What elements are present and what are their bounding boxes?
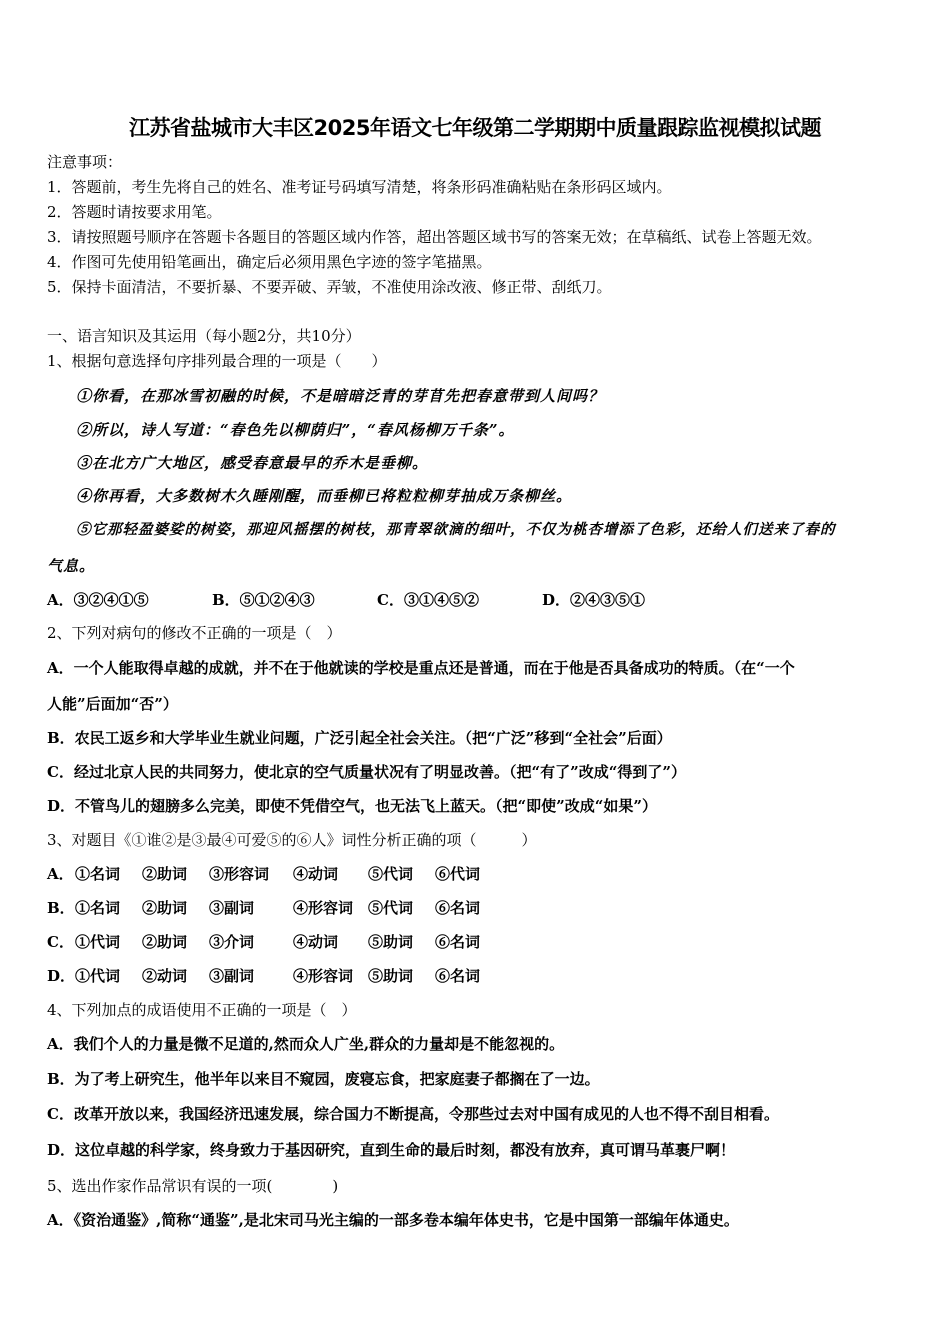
q3-option-label: C． — [47, 933, 74, 951]
notice-heading: 注意事项： — [47, 153, 123, 171]
q2-stem: 2、下列对病句的修改不正确的一项是（ ） — [47, 624, 342, 642]
notice-item-2: 2．答题时请按要求用笔。 — [47, 203, 222, 221]
q3-cell: ①名词 — [75, 865, 121, 883]
q3-cell: ①代词 — [75, 933, 121, 951]
q3-cell: ⑤助词 — [368, 967, 414, 985]
q3-cell: ①名词 — [75, 899, 121, 917]
notice-item-4: 4．作图可先使用铅笔画出，确定后必须用黑色字迹的签字笔描黑。 — [47, 253, 492, 271]
q1-sentence-1: ①你看，在那冰雪初融的时候，不是暗暗泛青的芽苜先把春意带到人间吗？ — [76, 387, 605, 405]
q1-option-c[interactable]: C．③①④⑤② — [377, 591, 479, 609]
q3-cell: ⑥名词 — [435, 933, 481, 951]
q3-cell: ⑥名词 — [435, 899, 481, 917]
q2-option-a[interactable]: A．一个人能取得卓越的成就，并不在于他就读的学校是重点还是普通，而在于他是否具备成功的特质。（在“一个 — [47, 659, 795, 677]
q3-cell: ④动词 — [293, 933, 339, 951]
q4-option-a[interactable]: A．我们个人的力量是微不足道的,然而众人广坐,群众的力量却是不能忽视的。 — [47, 1035, 565, 1053]
q3-option-label: B． — [47, 899, 75, 917]
q4-stem: 4、下列加点的成语使用不正确的一项是（ ） — [47, 1001, 357, 1019]
q3-cell: ⑤助词 — [368, 933, 414, 951]
exam-title: 江苏省盐城市大丰区2025年语文七年级第二学期期中质量跟踪监视模拟试题 — [129, 116, 821, 140]
q4-option-c[interactable]: C．改革开放以来，我国经济迅速发展，综合国力不断提高，令那些过去对中国有成见的人也不得不刮目相看。 — [47, 1105, 779, 1123]
notice-item-1: 1．答题前，考生先将自己的姓名、准考证号码填写清楚，将条形码准确粘贴在条形码区域内。 — [47, 178, 672, 196]
q3-cell: ④形容词 — [293, 899, 354, 917]
q5-stem: 5、选出作家作品常识有误的一项( ) — [47, 1177, 339, 1195]
q3-option-c[interactable] — [47, 932, 502, 952]
q3-cell: ③形容词 — [209, 865, 270, 883]
q3-cell: ⑤代词 — [368, 865, 414, 883]
q4-option-d[interactable]: D．这位卓越的科学家，终身致力于基因研究，直到生命的最后时刻，都没有放弃，真可谓马革裹尸啊！ — [47, 1141, 736, 1159]
q5-option-a[interactable]: A．《资治通鉴》,简称“通鉴”,是北宋司马光主编的一部多卷本编年体史书，它是中国第一部编年体通史。 — [47, 1211, 739, 1229]
q3-cell: ②动词 — [142, 967, 188, 985]
notice-item-3: 3．请按照题号顺序在答题卡各题目的答题区域内作答，超出答题区域书写的答案无效；在草稿纸、试卷上答题无效。 — [47, 228, 822, 246]
q1-option-a[interactable]: A．③②④①⑤ — [47, 591, 149, 609]
q3-option-a[interactable] — [47, 864, 502, 884]
q3-option-label: A． — [47, 865, 74, 883]
q4-option-b[interactable]: B．为了考上研究生，他半年以来目不窥园，废寝忘食，把家庭妻子都搁在了一边。 — [47, 1070, 600, 1088]
q2-option-c[interactable]: C．经过北京人民的共同努力，使北京的空气质量状况有了明显改善。（把“有了”改成“得到了”） — [47, 763, 686, 781]
q1-sentence-2: ②所以，诗人写道：“春色先以柳荫归”，“春风杨柳万千条”。 — [76, 421, 515, 439]
q1-option-d[interactable]: D．②④③⑤① — [542, 591, 646, 609]
q2-option-d[interactable]: D．不管鸟儿的翅膀多么完美，即使不凭借空气，也无法飞上蓝天。（把“即使”改成“如果”） — [47, 797, 658, 815]
q1-sentence-3: ③在北方广大地区，感受春意最早的乔木是垂柳。 — [76, 454, 429, 472]
q3-cell: ⑥名词 — [435, 967, 481, 985]
q3-cell: ③介词 — [209, 933, 255, 951]
q1-sentence-5: ⑤它那轻盈婆娑的树姿，那迎风摇摆的树枝，那青翠欲滴的细叶，不仅为桃杏增添了色彩，还给人们送来了春的 — [76, 521, 836, 538]
q2-option-a-cont: 人能”后面加“否”） — [47, 695, 178, 713]
q3-cell: ⑤代词 — [368, 899, 414, 917]
q3-cell: ②助词 — [142, 933, 188, 951]
q1-option-b[interactable]: B．⑤①②④③ — [212, 591, 315, 609]
q1-sentence-4: ④你再看，大多数树木久睡刚醒，而垂柳已将粒粒柳芽抽成万条柳丝。 — [76, 487, 573, 505]
q1-stem: 1、根据句意选择句序排列最合理的一项是（ ） — [47, 352, 387, 370]
q1-sentence-5-cont: 气息。 — [47, 557, 96, 575]
q3-option-b[interactable] — [47, 898, 502, 918]
q3-cell: ④动词 — [293, 865, 339, 883]
q3-cell: ⑥代词 — [435, 865, 481, 883]
q3-cell: ③副词 — [209, 899, 255, 917]
q3-cell: ③副词 — [209, 967, 255, 985]
q3-cell: ①代词 — [75, 967, 121, 985]
section-heading: 一、语言知识及其运用（每小题2分，共10分） — [47, 327, 361, 345]
q3-option-d[interactable] — [47, 966, 502, 986]
q3-option-label: D． — [47, 967, 76, 985]
notice-item-5: 5．保持卡面清洁，不要折暴、不要弄破、弄皱，不准使用涂改液、修正带、刮纸刀。 — [47, 278, 612, 296]
q3-stem: 3、对题目《①谁②是③最④可爱⑤的⑥人》词性分析正确的项（ ） — [47, 831, 537, 849]
q3-cell: ②助词 — [142, 865, 188, 883]
q3-cell: ②助词 — [142, 899, 188, 917]
q2-option-b[interactable]: B．农民工返乡和大学毕业生就业问题，广泛引起全社会关注。（把“广泛”移到“全社会”后面） — [47, 729, 672, 747]
q3-cell: ④形容词 — [293, 967, 354, 985]
